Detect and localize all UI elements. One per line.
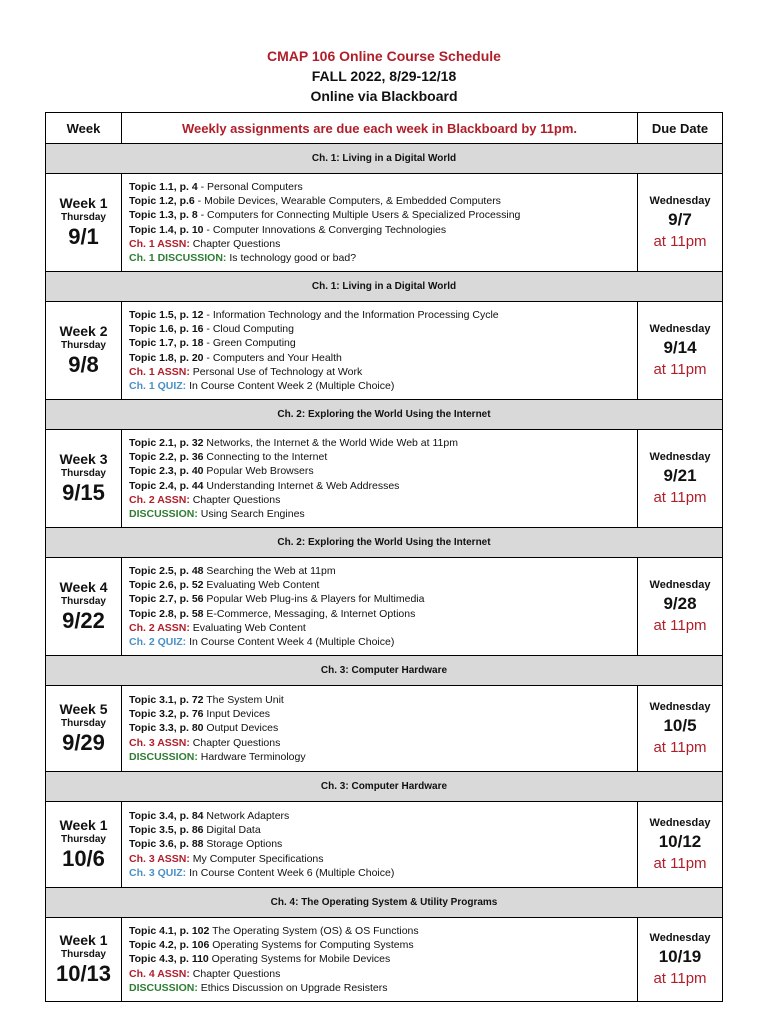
line-label: Topic 3.4, p. 84 [129,809,204,822]
line-text: Hardware Terminology [197,750,306,763]
due-date: 10/19 [658,947,702,966]
assignment-line [129,507,637,521]
assignment-line [129,365,637,379]
assignment-line [129,952,637,966]
due-time: at 11pm [653,361,707,378]
line-text: - Mobile Devices, Wearable Computers, & Embedded Computers [194,195,501,208]
due-day: Wednesday [649,195,711,207]
line-label: Ch. 1 ASSN: [129,365,190,378]
line-label: Topic 1.3, p. 8 [129,209,198,222]
assignment-line [129,208,637,222]
assignment-line [129,351,637,365]
assignment-line [129,750,637,764]
week-row [46,918,723,1002]
delivery-mode: Online via Blackboard [310,88,458,104]
due-time: at 11pm [653,739,707,756]
line-text: Storage Options [203,838,283,851]
week-cell [46,802,122,888]
chapter-heading: Ch. 2: Exploring the World Using the Internet [46,400,723,430]
line-text: Chapter Questions [189,493,281,506]
line-label: Topic 4.1, p. 102 [129,924,210,937]
line-label: Topic 3.3, p. 80 [129,722,204,735]
due-day: Wednesday [649,451,711,463]
line-label: Topic 3.2, p. 76 [129,708,204,721]
line-label: Topic 1.2, p.6 [129,195,195,208]
chapter-band-row [46,656,723,686]
chapter-heading: Ch. 3: Computer Hardware [46,656,723,686]
week-day: Thursday [60,718,106,729]
assignment-line [129,693,637,707]
line-text: Personal Use of Technology at Work [189,365,363,378]
line-label: Ch. 2 ASSN: [129,621,190,634]
term-dates: FALL 2022, 8/29-12/18 [311,68,457,84]
assignments-cell [122,302,638,400]
due-date: 9/7 [668,210,692,229]
assignment-line [129,866,637,880]
due-column-header: Due Date [638,113,723,144]
line-text: In Course Content Week 4 (Multiple Choice) [186,635,395,648]
line-label: Ch. 3 ASSN: [129,852,190,865]
assignments-column-header: Weekly assignments are due each week in Blackboard by 11pm. [122,113,638,144]
line-label: Topic 1.4, p. 10 [129,223,204,236]
line-text: - Computers and Your Health [203,351,342,364]
schedule-table [45,112,723,1002]
line-text: Chapter Questions [189,736,281,749]
due-cell [638,918,723,1002]
week-start-date: 9/29 [62,730,105,755]
line-text: Is technology good or bad? [226,251,357,264]
due-time: at 11pm [653,970,707,987]
week-label: Week 3 [59,451,108,467]
line-text: Evaluating Web Content [189,621,306,634]
due-day: Wednesday [649,932,711,944]
due-cell [638,430,723,528]
assignment-line [129,180,637,194]
chapter-heading: Ch. 1: Living in a Digital World [46,272,723,302]
line-text: Popular Web Plug-ins & Players for Multimedia [203,593,425,606]
assignment-line [129,852,637,866]
line-text: - Green Computing [203,337,296,350]
week-cell [46,918,122,1002]
chapter-band-row [46,272,723,302]
line-text: The Operating System (OS) & OS Functions [209,924,419,937]
line-text: Chapter Questions [189,967,281,980]
assignment-line [129,251,637,265]
line-label: Topic 1.5, p. 12 [129,308,204,321]
line-label: Topic 4.2, p. 106 [129,939,210,952]
line-label: Ch. 3 QUIZ: [129,866,187,879]
line-label: Ch. 3 ASSN: [129,736,190,749]
assignment-line [129,450,637,464]
week-label: Week 4 [59,579,108,595]
line-text: Connecting to the Internet [203,451,328,464]
line-label: DISCUSSION: [129,750,198,763]
assignment-line [129,967,637,981]
chapter-band-row [46,528,723,558]
week-column-header: Week [46,113,122,144]
assignment-line [129,721,637,735]
line-label: Topic 4.3, p. 110 [129,953,209,966]
line-label: Topic 2.3, p. 40 [129,465,204,478]
chapter-heading: Ch. 4: The Operating System & Utility Programs [46,888,723,918]
due-cell [638,802,723,888]
due-day: Wednesday [649,817,711,829]
line-label: Topic 2.1, p. 32 [129,436,204,449]
due-day: Wednesday [649,579,711,591]
assignment-line [129,736,637,750]
line-label: Topic 3.6, p. 88 [129,838,204,851]
line-text: E-Commerce, Messaging, & Internet Options [203,607,416,620]
line-text: Network Adapters [203,809,290,822]
line-label: DISCUSSION: [129,981,198,994]
due-day: Wednesday [649,701,711,713]
line-text: - Personal Computers [197,180,303,193]
due-date: 10/5 [663,716,697,735]
due-cell [638,558,723,656]
line-label: Topic 1.1, p. 4 [129,180,198,193]
week-cell [46,430,122,528]
line-text: Ethics Discussion on Upgrade Resisters [197,981,388,994]
due-time: at 11pm [653,233,707,250]
week-label: Week 1 [59,932,108,948]
week-row [46,430,723,528]
week-start-date: 9/8 [68,352,99,377]
line-text: - Computers for Connecting Multiple Users & Specialized Processing [197,209,521,222]
chapter-band-row [46,888,723,918]
line-label: Topic 2.8, p. 58 [129,607,204,620]
line-text: Operating Systems for Computing Systems [209,939,414,952]
line-text: - Cloud Computing [203,323,294,336]
week-row [46,802,723,888]
assignment-line [129,924,637,938]
week-label: Week 5 [59,701,108,717]
line-text: Output Devices [203,722,279,735]
week-cell [46,174,122,272]
week-day: Thursday [60,834,106,845]
line-text: - Information Technology and the Information Processing Cycle [203,308,499,321]
assignment-line [129,223,637,237]
assignment-line [129,823,637,837]
line-text: Popular Web Browsers [203,465,314,478]
week-row [46,558,723,656]
week-start-date: 9/1 [68,224,99,249]
line-label: DISCUSSION: [129,507,198,520]
line-label: Ch. 1 DISCUSSION: [129,251,227,264]
due-date: 9/21 [663,466,697,485]
week-cell [46,686,122,772]
week-label: Week 1 [59,817,108,833]
assignment-line [129,194,637,208]
assignment-line [129,621,637,635]
line-text: Using Search Engines [197,507,305,520]
line-label: Topic 2.7, p. 56 [129,593,204,606]
line-text: In Course Content Week 6 (Multiple Choice) [186,866,395,879]
line-text: Understanding Internet & Web Addresses [203,479,400,492]
due-cell [638,302,723,400]
assignment-line [129,592,637,606]
line-label: Ch. 1 QUIZ: [129,379,187,392]
assignments-cell [122,558,638,656]
line-text: Digital Data [203,824,261,837]
week-cell [46,302,122,400]
assignments-cell [122,174,638,272]
assignment-line [129,564,637,578]
assignment-line [129,809,637,823]
due-time: at 11pm [653,855,707,872]
assignment-line [129,837,637,851]
due-day: Wednesday [649,323,711,335]
week-day: Thursday [60,949,106,960]
line-text: - Computer Innovations & Converging Technologies [203,223,447,236]
line-label: Topic 2.5, p. 48 [129,564,204,577]
line-text: Searching the Web at 11pm [203,564,336,577]
assignment-line [129,938,637,952]
week-row [46,686,723,772]
week-row [46,302,723,400]
week-label: Week 1 [59,195,108,211]
line-label: Ch. 1 ASSN: [129,237,190,250]
assignment-line [129,237,637,251]
assignment-line [129,308,637,322]
assignment-line [129,493,637,507]
assignments-cell [122,802,638,888]
week-start-date: 10/13 [55,961,112,986]
course-title: CMAP 106 Online Course Schedule [267,48,501,64]
week-label: Week 2 [59,323,108,339]
line-label: Ch. 4 ASSN: [129,967,190,980]
due-time: at 11pm [653,617,707,634]
due-cell [638,686,723,772]
assignments-cell [122,686,638,772]
assignment-line [129,578,637,592]
week-day: Thursday [60,212,106,223]
week-day: Thursday [60,468,106,479]
week-start-date: 9/22 [62,608,105,633]
due-date: 9/28 [663,594,697,613]
due-date: 9/14 [663,338,697,357]
week-start-date: 9/15 [62,480,105,505]
chapter-heading: Ch. 3: Computer Hardware [46,772,723,802]
assignment-line [129,981,637,995]
line-text: In Course Content Week 2 (Multiple Choice) [186,379,395,392]
line-text: Chapter Questions [189,237,281,250]
chapter-band-row [46,144,723,174]
document-header [0,46,768,106]
line-label: Ch. 2 ASSN: [129,493,190,506]
chapter-band-row [46,772,723,802]
line-label: Topic 2.2, p. 36 [129,451,204,464]
line-label: Topic 3.5, p. 86 [129,824,204,837]
assignment-line [129,464,637,478]
assignments-cell [122,918,638,1002]
due-cell [638,174,723,272]
header-row [46,113,723,144]
chapter-heading: Ch. 2: Exploring the World Using the Internet [46,528,723,558]
chapter-heading: Ch. 1: Living in a Digital World [46,144,723,174]
line-text: Input Devices [203,708,271,721]
line-label: Topic 2.6, p. 52 [129,579,204,592]
assignment-line [129,479,637,493]
line-label: Topic 1.8, p. 20 [129,351,204,364]
week-day: Thursday [60,340,106,351]
line-label: Topic 3.1, p. 72 [129,693,204,706]
chapter-band-row [46,400,723,430]
assignment-line [129,336,637,350]
assignments-cell [122,430,638,528]
line-text: Evaluating Web Content [203,579,320,592]
assignment-line [129,379,637,393]
due-time: at 11pm [653,489,707,506]
assignment-line [129,707,637,721]
line-label: Topic 1.6, p. 16 [129,323,204,336]
line-text: The System Unit [203,693,284,706]
week-day: Thursday [60,596,106,607]
line-label: Topic 2.4, p. 44 [129,479,204,492]
assignment-line [129,322,637,336]
week-start-date: 10/6 [62,846,105,871]
week-row [46,174,723,272]
line-label: Topic 1.7, p. 18 [129,337,204,350]
due-date: 10/12 [658,832,702,851]
line-label: Ch. 2 QUIZ: [129,635,187,648]
week-cell [46,558,122,656]
assignment-line [129,607,637,621]
line-text: Networks, the Internet & the World Wide Web at 11pm [203,436,458,449]
assignment-line [129,436,637,450]
line-text: My Computer Specifications [189,852,324,865]
assignment-line [129,635,637,649]
line-text: Operating Systems for Mobile Devices [208,953,391,966]
